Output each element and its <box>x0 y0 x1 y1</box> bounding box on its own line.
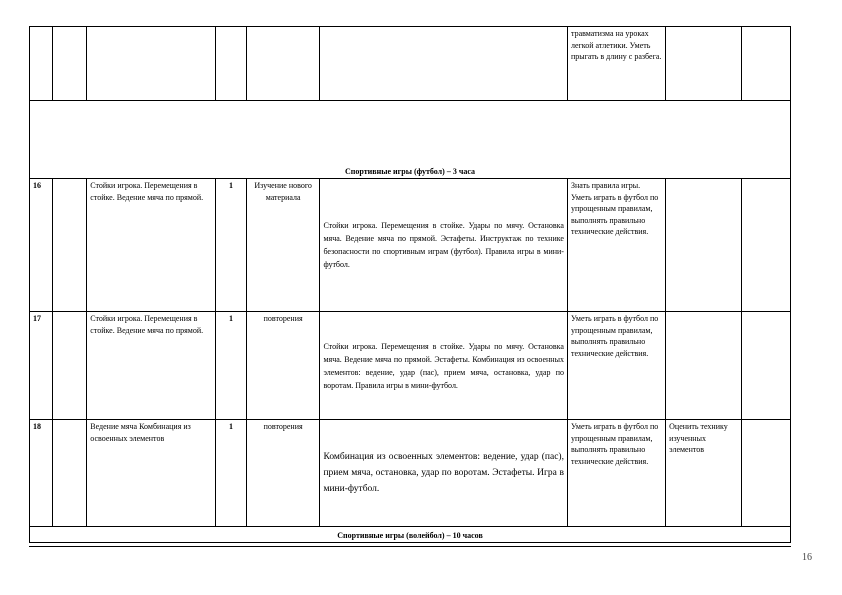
lesson-plan-table <box>29 26 791 543</box>
table-row <box>30 179 791 312</box>
lesson-date <box>52 312 87 420</box>
bottom-rule <box>29 546 791 547</box>
table-row <box>30 27 791 101</box>
lesson-number: 18 <box>30 420 53 527</box>
lesson-control <box>666 312 742 420</box>
lesson-type: повторения <box>246 312 320 420</box>
lesson-topic <box>87 27 216 101</box>
lesson-date <box>52 27 87 101</box>
section-row <box>30 527 791 543</box>
lesson-number <box>30 27 53 101</box>
table-row <box>30 312 791 420</box>
lesson-control <box>666 179 742 312</box>
lesson-content <box>320 179 568 312</box>
lesson-content <box>320 312 568 420</box>
lesson-extra <box>741 420 790 527</box>
table-row <box>30 420 791 527</box>
lesson-date <box>52 179 87 312</box>
lesson-content-text: Стойки игрока. Перемещения в стойке. Удары по мячу. Остановка мяча. Ведение мяча по прямой. Эстафеты. Инструктаж по технике безопасности по спортивным играм (футбол). Правила игры в мини-футбол. <box>323 221 564 269</box>
lesson-hours <box>216 27 247 101</box>
lesson-number: 17 <box>30 312 53 420</box>
lesson-hours: 1 <box>216 420 247 527</box>
lesson-number: 16 <box>30 179 53 312</box>
lesson-requirements: Уметь играть в футбол по упрощенным правилам, выполнять правильно технические действия. <box>567 420 665 527</box>
lesson-date <box>52 420 87 527</box>
section-heading: Спортивные игры (волейбол) – 10 часов <box>30 527 791 543</box>
lesson-content-text: Стойки игрока. Перемещения в стойке. Удары по мячу. Остановка мяча. Ведение мяча по прямой. Эстафеты. Комбинация из освоенных элементов: ведение, удар (пас), прием мяча, остановка, удар по воротам. Правила игры в мини-футбол. <box>323 341 564 390</box>
lesson-type: Изучение нового материала <box>246 179 320 312</box>
lesson-hours: 1 <box>216 179 247 312</box>
page-number: 16 <box>802 552 812 563</box>
lesson-content <box>320 27 568 101</box>
lesson-requirements: травматизма на уроках легкой атлетики. Уметь прыгать в длину с разбега. <box>567 27 665 101</box>
lesson-content <box>320 420 568 527</box>
lesson-topic: Стойки игрока. Перемещения в стойке. Ведение мяча по прямой. <box>87 179 216 312</box>
lesson-type <box>246 27 320 101</box>
lesson-hours: 1 <box>216 312 247 420</box>
lesson-control <box>666 27 742 101</box>
lesson-extra <box>741 312 790 420</box>
section-row <box>30 101 791 179</box>
lesson-topic: Ведение мяча Комбинация из освоенных элементов <box>87 420 216 527</box>
lesson-content-text: Комбинация из освоенных элементов: ведение, удар (пас), прием мяча, остановка, удар по воротам. Эстафеты. Игра в мини-футбол. <box>323 452 564 494</box>
lesson-control: Оценить технику изученных элементов <box>666 420 742 527</box>
lesson-extra <box>741 179 790 312</box>
lesson-extra <box>741 27 790 101</box>
lesson-requirements: Знать правила игры. Уметь играть в футбол по упрощенным правилам, выполнять правильно технические действия. <box>567 179 665 312</box>
lesson-topic: Стойки игрока. Перемещения в стойке. Ведение мяча по прямой. <box>87 312 216 420</box>
lesson-type: повторения <box>246 420 320 527</box>
section-heading: Спортивные игры (футбол) – 3 часа <box>30 101 791 179</box>
lesson-requirements: Уметь играть в футбол по упрощенным правилам, выполнять правильно технические действия. <box>567 312 665 420</box>
